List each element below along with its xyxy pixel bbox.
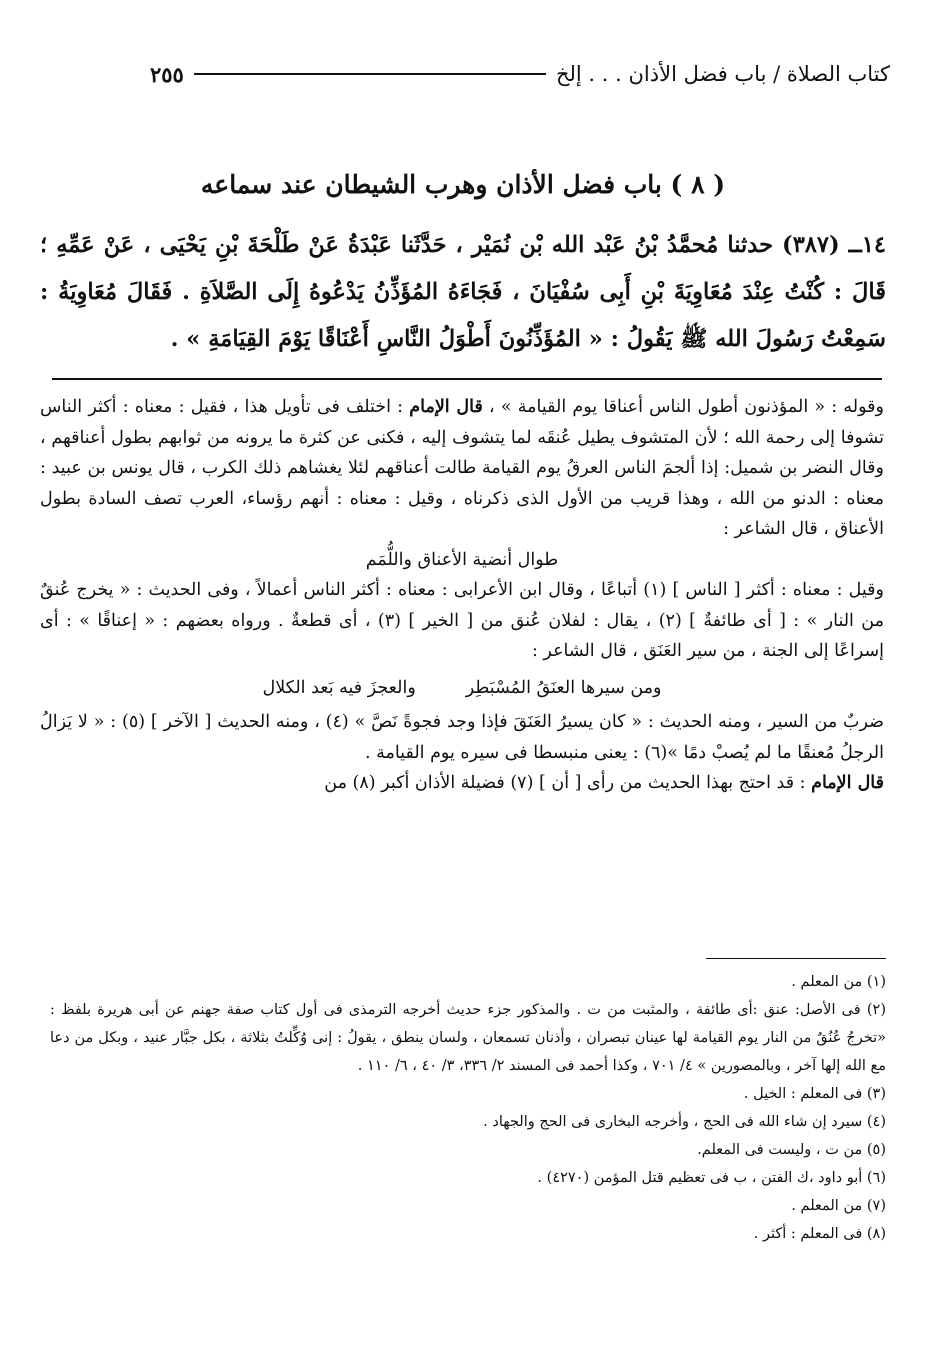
footnote: (٧) من المعلم . — [791, 1198, 886, 1214]
footnote-divider — [706, 958, 886, 959]
page-number: ٢٥٥ — [150, 61, 184, 87]
footnotes — [50, 968, 886, 1248]
imam-label: قال الإمام — [409, 397, 483, 417]
commentary-paragraph: ضربٌ من السير ، ومنه الحديث : « كان يسيرُ العَنَقَ فإذا وجد فجوةً نَصَّ » (٤) ، ومنه الحديث [ الآخر ] (٥) : « لا يَزالُ الرجلُ مُعنقًا ما لم يُصبْ دمًا »(٦) : يعنى منبسطا فى سيره يوم القيامة . — [40, 712, 885, 763]
footnote: (٦) أبو داود ،ك الفتن ، ب فى تعظيم قتل المؤمن (٤٢٧٠) . — [537, 1170, 886, 1186]
commentary-quote: وقوله : « المؤذنون أطول الناس أعناقا يوم القيامة » ، — [489, 397, 884, 417]
commentary-paragraph — [40, 768, 884, 799]
verse-hemistich: ومن سيرها العنَقُ المُسْبَطِر — [465, 677, 662, 698]
commentary — [40, 392, 884, 799]
commentary-paragraph — [40, 392, 884, 545]
footnote: (٥) من ت ، وليست فى المعلم. — [697, 1142, 886, 1158]
footnote: (١) من المعلم . — [791, 974, 886, 990]
footnote: (٨) فى المعلم : أكثر . — [753, 1226, 886, 1242]
running-head-title: كتاب الصلاة / باب فضل الأذان . . . إلخ — [555, 62, 890, 86]
footnote: (٣) فى المعلم : الخيل . — [743, 1086, 886, 1102]
imam-label: قال الإمام — [811, 773, 884, 793]
hadith-text: ١٤ــ (٣٨٧) حدثنا مُحمَّدُ بْنُ عَبْد الله بْن نُمَيْر ، حَدَّثَنا عَبْدَةُ عَنْ طَلْحَةَ بْنِ يَحْيَى ، عَنْ عَمِّهِ ؛ قَالَ : كُنْتُ عِنْدَ مُعَاوِيَةَ بْنِ أَبِى سُفْيَانَ ، فَجَاءَهُ المُؤَذِّنُ يَدْعُوهُ إِلَى الصَّلاَةِ . فَقَالَ مُعَاوِيَةُ : سَمِعْتُ رَسُولَ الله ﷺ يَقُولُ : « المُؤَذِّنُونَ أَطْوَلُ النَّاسِ أَعْنَاقًا يَوْمَ القِيَامَةِ » . — [40, 232, 886, 352]
commentary-text: : اختلف فى تأويل هذا ، فقيل : معناه : أكثر الناس تشوفا إلى رحمة الله ؛ لأن المتشوف يطيل عُنقَه لما يتشوف إليه ، فكنى عن كثرة ما يرونه من ثوابهم بطول أعناقهم ، وقال النضر بن شميل: إذا ألجمَ الناس العرقُ يوم القيامة طالت أعناقهم لئلا يغشاهم ذلك الكرب ، قال يونس بن عبيد : معناه : الدنو من الله ، وهذا قريب من الأول الذى ذكرناه ، وقيل : معناه : أنهم رؤساء، العرب تصف السادة بطول الأعناق ، قال الشاعر : — [40, 397, 884, 539]
commentary-text: : قد احتج بهذا الحديث من رأى [ أن ] (٧) فضيلة الأذان أكبر (٨) من — [324, 773, 806, 793]
poetry-verse: طوال أنضية الأعناق واللُّمَم — [365, 549, 559, 570]
footnote: (٤) سيرد إن شاء الله فى الحج ، وأخرجه البخارى فى الحج والجهاد . — [483, 1114, 886, 1130]
poetry-verse — [40, 673, 884, 704]
section-divider — [52, 378, 882, 380]
commentary-paragraph: وقيل : معناه : أكثر [ الناس ] (١) أتباعًا ، وقال ابن الأعرابى : معناه : أكثر الناس أعمالاً ، وفى الحديث : « يخرج عُنقٌ من النار » : [ أى طائفةٌ ] (٢) ، يقال : لفلان عُنق من [ الخير ] (٣) ، أى قطعةٌ . ورواه بعضهم : « إعناقًا » : أى إسراعًا إلى الجنة ، من سير العَنَق ، قال الشاعر : — [40, 580, 884, 661]
chapter-title: ( ٨ ) باب فضل الأذان وهرب الشيطان عند سماعه — [200, 170, 726, 199]
running-head-rule — [194, 73, 546, 75]
running-head — [150, 58, 890, 90]
footnote: (٢) فى الأصل: عنق :أى طائفة ، والمثبت من ت . والمذكور جزء حديث أخرجه الترمذى فى أول كتاب صفة جهنم عن أبى هريرة بلفظ : «تخرجُ عُنُقٌ من النار يوم القيامة لها عينان تبصران ، وأذنان تسمعان ، ولسان ينطق ، يقولُ : إنى وُكِّلتُ بثلاثة ، بكل جبَّار عنيد ، وبكل من دعا مع الله إلها آخر ، وبالمصورين » ٤/ ٧٠١ ، وكذا أحمد فى المسند ٢/ ٣٣٦، ٣/ ٤٠ ، ٦/ ١١٠ . — [50, 1002, 886, 1074]
verse-hemistich: والعجزَ فيه بَعد الكلال — [262, 677, 416, 698]
